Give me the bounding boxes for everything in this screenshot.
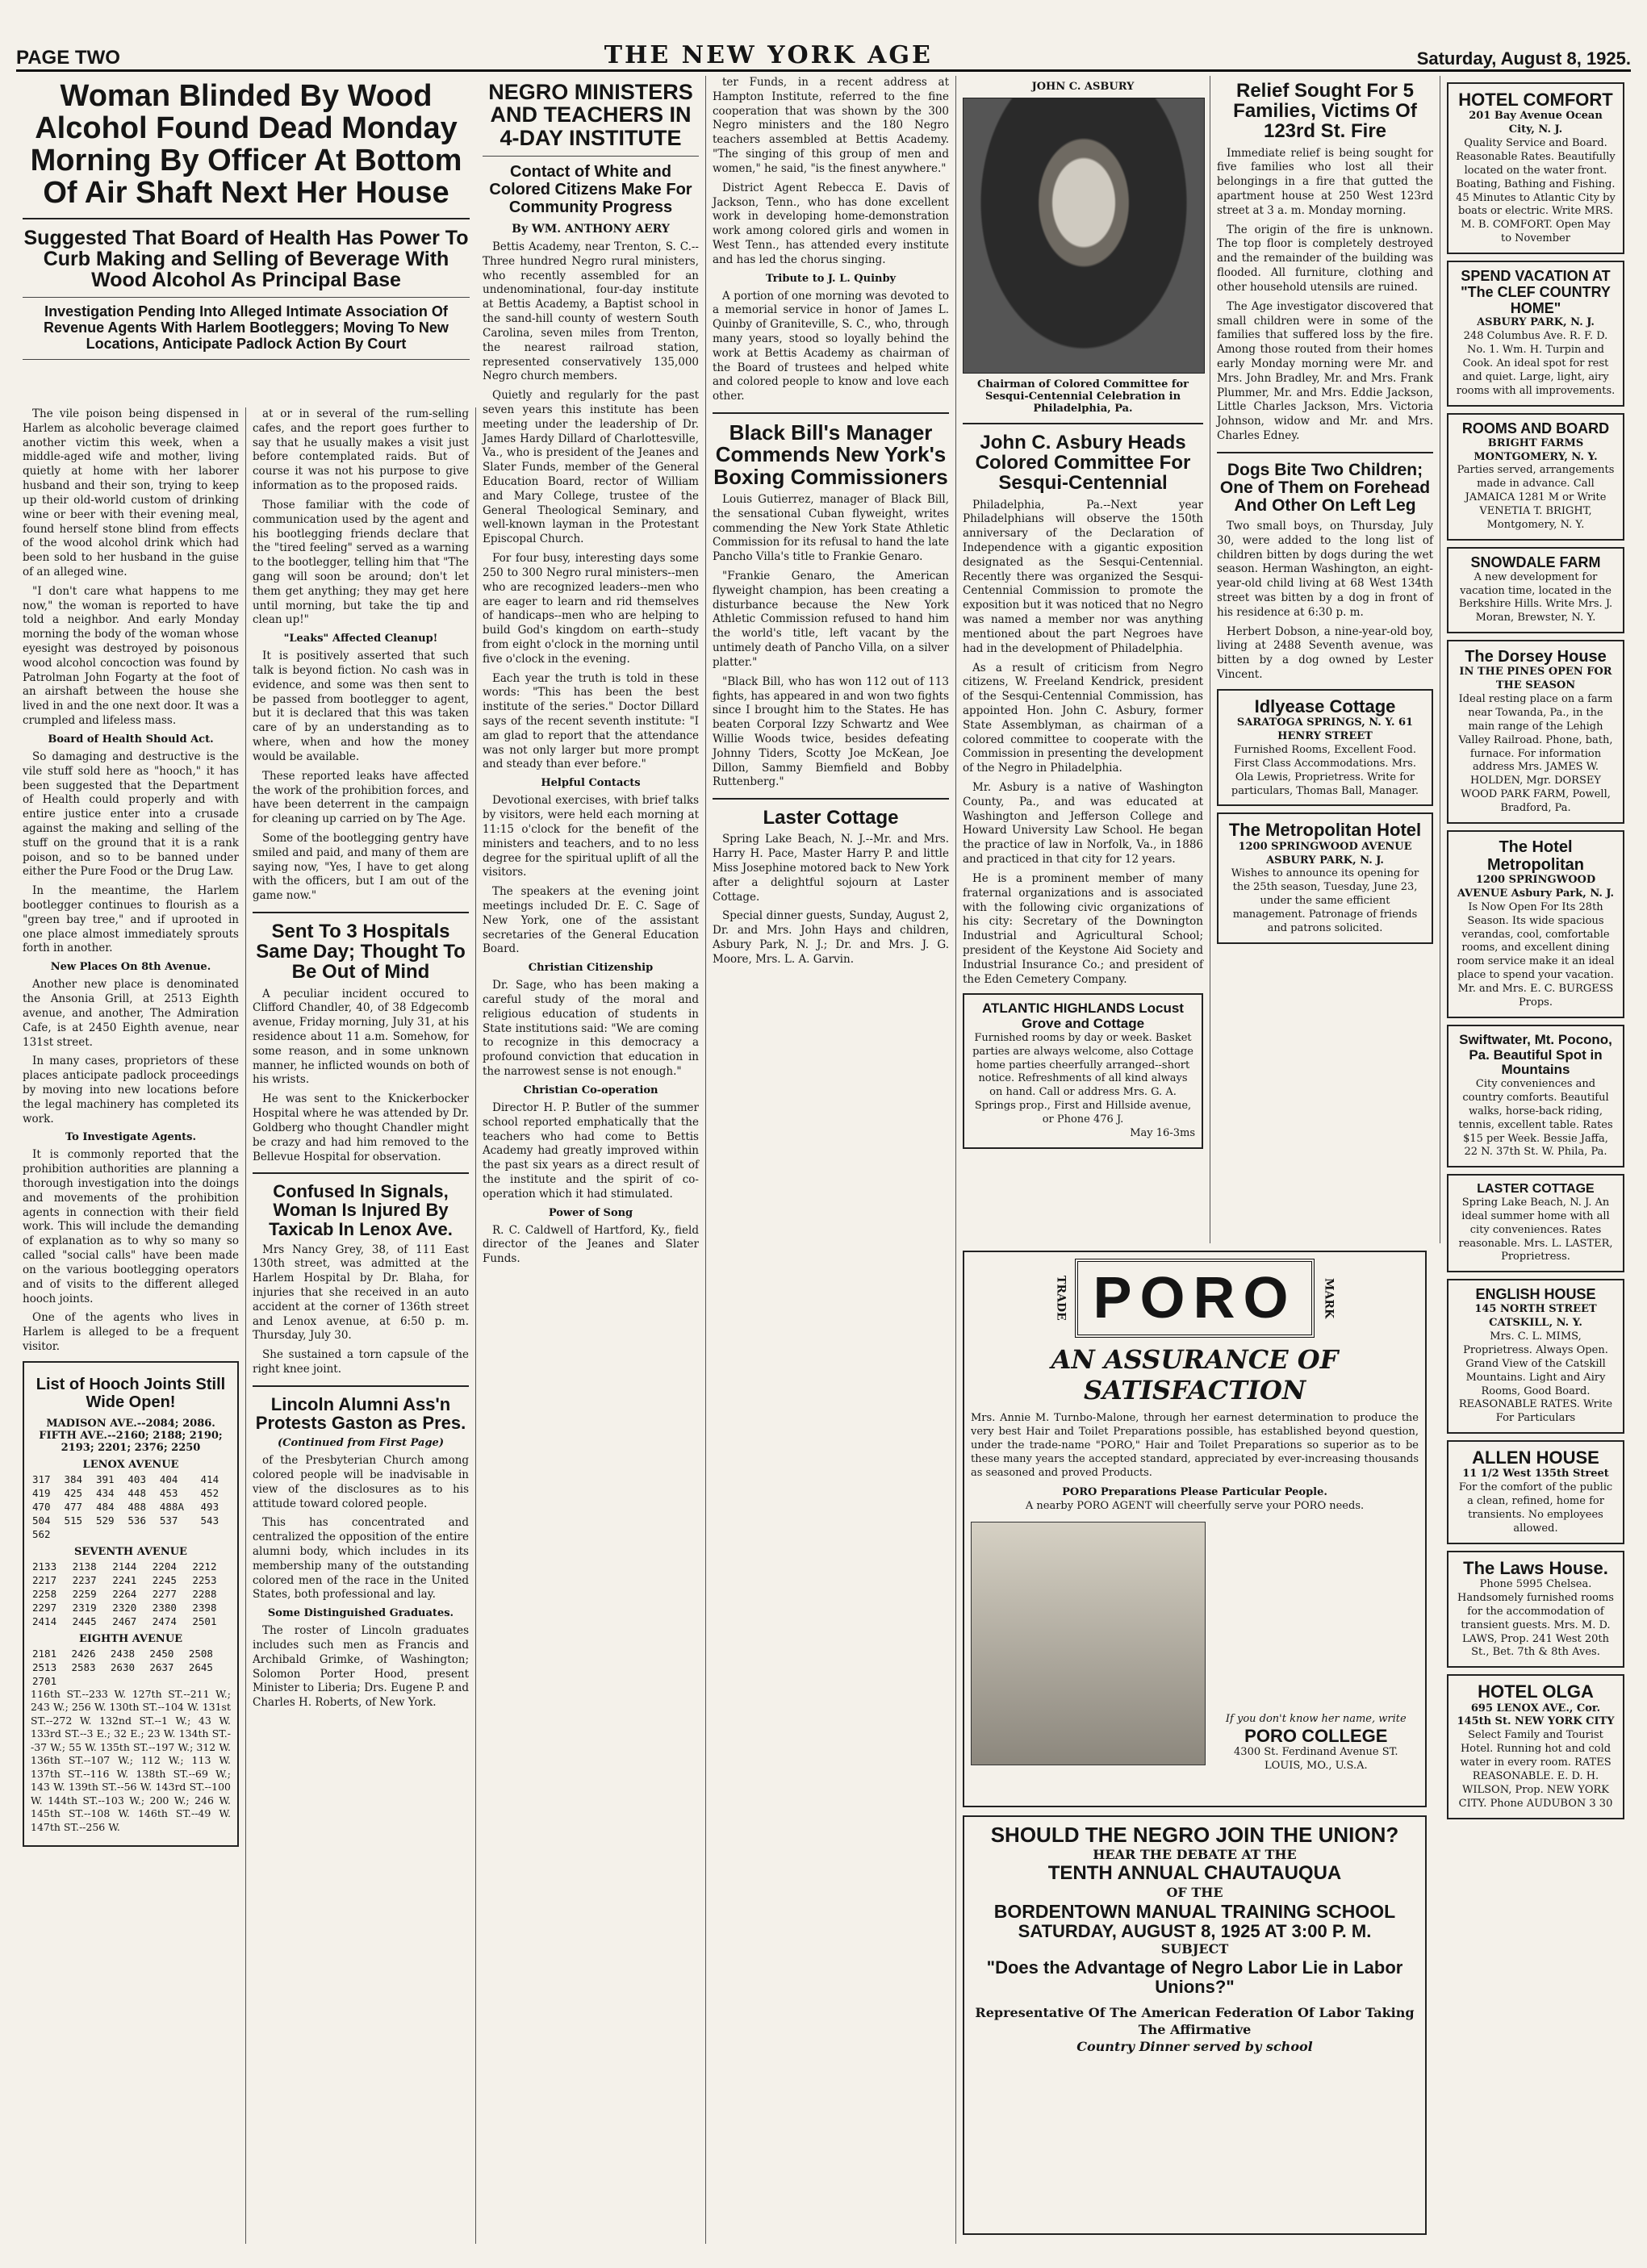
union-line: BORDENTOWN MANUAL TRAINING SCHOOL (993, 1900, 1396, 1922)
column-1 (16, 407, 246, 2244)
hooch-list-box (23, 1361, 239, 1848)
hooch-address: 391 (95, 1472, 115, 1485)
article-paragraph: Mrs Nancy Grey, 38, of 111 East 130th street, was admitted at the Harlem Hospital by Dr. Blaha, for injuries that she received in an auto accident at the corner of 136th street and Lenox avenue, at 6:50 p. m. Thursday, July 30. (253, 1243, 469, 1343)
hooch-address (158, 1527, 199, 1541)
divider (253, 912, 469, 913)
laws-house-ad (1447, 1551, 1624, 1669)
poro-college-block (1214, 1713, 1419, 1773)
ministers-headline: NEGRO MINISTERS AND TEACHERS IN 4-DAY INSTITUTE (488, 80, 693, 150)
hooch-address (187, 1674, 226, 1688)
union-line: OF THE (1166, 1884, 1223, 1900)
lincoln-headline: Lincoln Alumni Ass'n Protests Gaston as Pres. (255, 1393, 466, 1433)
divider (483, 156, 699, 157)
hooch-address: 2319 (72, 1601, 97, 1614)
lead-headline: Woman Blinded By Wood Alcohol Found Dead Monday Morning By Officer At Bottom Of Air Shaft Next Her House (30, 79, 462, 210)
article-paragraph: It is positively asserted that such talk is beyond fiction. No cash was in evidence, and some was then sent to be passed from bootlegger to agent, but it is declared that this was taken care of by an understanding as to where, when and how the money would be available. (253, 649, 469, 763)
hooch-address: 2237 (72, 1573, 97, 1586)
ad-title: HOTEL COMFORT (1458, 90, 1613, 110)
ad-body: A new development for vacation time, located in the Berkshire Hills. Write Mrs. J. Moran, Brewster, N. Y. (1458, 570, 1613, 624)
hooch-address: 2217 (32, 1573, 57, 1586)
lead-deck: Suggested That Board of Health Has Power To Curb Making and Selling of Beverage With Wood Alcohol As Principal Base (23, 226, 469, 292)
article-paragraph: at or in several of the rum-selling cafes, and the report goes further to say that he usually makes a visit just before contemplated raids. But of course it was not his purpose to give information as to the proposed raids. (253, 407, 469, 493)
hooch-address: 515 (64, 1514, 83, 1527)
hooch-address: 2241 (112, 1573, 137, 1586)
article-paragraph: "Frankie Genaro, the American flyweight champion, has been creating a disturbance because the New York Athletic Commission refused to hand him the world's title, left vacant by the untimely death of Pancho Villa, on a silver platter." (713, 570, 949, 669)
poro-body: Mrs. Annie M. Turnbo-Malone, through her earnest determination to produce the very best Hair and Toilet Preparations possible, has established beyond question, under the trade-name "PORO," Hair and Toilet Preparations so superior as to be these many years the accepted standard, appreciated by ever-increasing thousands as seasoned and proved Products. (971, 1412, 1419, 1479)
ad-body: Select Family and Tourist Hotel. Running hot and cold water in every room. RATES REASONABLE. E. D. H. WILSON, Prop. NEW YORK CITY. Phone AUDUBON 3 30 (1458, 1729, 1613, 1810)
hooch-list-intro: MADISON AVE.--2084; 2086. FIFTH AVE.--2160; 2188; 2190; 2193; 2201; 2376; 2250 (39, 1417, 223, 1454)
article-paragraph: The vile poison being dispensed in Harlem as alcoholic beverage claimed another victim this week, when a middle-aged wife and mother, living quietly at home with her laborer husband and their son, trying to keep up their old-world custom of drinking wine or beer with their evening meal, found herself stone blind from effects of the wood alcohol drink which had been sold to her husband in the guise of an alleged wine. (23, 407, 239, 578)
hooch-address: 2212 (192, 1560, 217, 1573)
poro-write: If you don't know her name, write (1225, 1713, 1407, 1726)
ad-sub: SARATOGA SPRINGS, N. Y. 61 HENRY STREET (1236, 716, 1414, 742)
ad-title: The Dorsey House (1465, 648, 1607, 666)
ad-body: Spring Lake Beach, N. J. An ideal summer home with all city conveniences. Rates reasonable. Mrs. L. LASTER, Proprietress. (1458, 1196, 1613, 1263)
divider (23, 359, 470, 360)
hooch-address: 2138 (72, 1560, 97, 1573)
poro-logo: PORO (1075, 1259, 1314, 1338)
ad-title: HOTEL OLGA (1478, 1681, 1594, 1702)
union-line: HEAR THE DEBATE AT THE (1093, 1846, 1297, 1862)
hooch-address: 529 (95, 1514, 115, 1527)
article-paragraph: Some of the bootlegging gentry have smiled and paid, and many of them are saying now, "Yes, I have to get along with the officers, but I am out of the game now." (253, 831, 469, 903)
union-line: Country Dinner served by school (1076, 2038, 1313, 2054)
divider (23, 218, 470, 219)
taxicab-headline: Confused In Signals, Woman Is Injured By Taxicab In Lenox Ave. (269, 1181, 453, 1239)
poro-particular: PORO Preparations Please Particular People. (1062, 1486, 1327, 1499)
hooch-row (31, 1647, 231, 1660)
hooch-address (148, 1674, 186, 1688)
article-paragraph: He is a prominent member of many fraternal organizations and is associated with the following civic organizations of his city: Secretary of the Downington Industrial and Agricultural School; president of the Keystone Aid Society and Industrial Insurance Co.; and president of the Eden Cemetery Company. (963, 871, 1203, 986)
hooch-row (31, 1573, 231, 1587)
ad-title: The Hotel Metropolitan (1487, 838, 1584, 875)
hooch-street-title: LENOX AVENUE (82, 1458, 179, 1471)
hotel-olga-ad (1447, 1674, 1624, 1819)
article-paragraph: Philadelphia, Pa.--Next year Philadelphians will observe the 150th anniversary of the Declaration of Independence with a gigantic exposition designated as the Sesqui-Centennial. Recently there was organized the Sesqui-Centennial Commission to promote the exposition but it was noticed that no Negro was named a member nor was anything mentioned about the part Negroes have had in the development of Philadelphia. (963, 498, 1203, 655)
article-paragraph: A portion of one morning was devoted to a memorial service in honor of James L. Quinby of Graniteville, S. C., who, through many years, stood so loyally behind the work at Bettis Academy as chairman of the Board of trustees and helped white and colored people to know and love each other. (713, 289, 949, 403)
hooch-row (31, 1514, 231, 1527)
hooch-row (31, 1527, 231, 1541)
divider (23, 297, 470, 298)
article-paragraph: Director H. P. Butler of the summer school reported emphatically that the teachers who had come to Bettis Academy had greatly improved within the past six years as a direct result of the institute and the spirit of co-operation which it had stimulated. (483, 1101, 699, 1201)
masthead (16, 31, 1631, 72)
article-paragraph: One of the agents who lives in Harlem is alleged to be a frequent visitor. (23, 1311, 239, 1353)
hooch-address: 2445 (72, 1614, 97, 1627)
article-paragraph: As a result of criticism from Negro citizens, W. Freeland Kendrick, president of the Sesqui-Centennial Commission, has appointed Hon. John C. Asbury, former State Assemblyman, as chairman of a colored committee to cooperate with the Commission in presenting the development of the Negro in Philadelphia. (963, 661, 1203, 775)
ad-body: Ideal resting place on a farm near Towanda, Pa., in the main range of the Lehigh Valley Railroad. Phone, bath, furnace. For information address Mrs. JAMES W. HOLDEN, Mgr. DORSEY WOOD PARK FARM, Powell, Bradford, Pa. (1458, 693, 1613, 815)
asbury-headline: John C. Asbury Heads Colored Committee For Sesqui-Centennial (975, 432, 1191, 495)
hooch-address: 2513 (32, 1660, 57, 1673)
ad-body: Parties served, arrangements made in advance. Call JAMAICA 1281 M or Write VENETIA T. BRIGHT, Montgomery, N. Y. (1457, 464, 1615, 531)
article-paragraph: Immediate relief is being sought for five families who lost all their belongings in a fire that gutted the apartment house at 250 West 123rd street at 3 a. m. Monday morning. (1217, 146, 1433, 217)
article-paragraph: She sustained a torn capsule of the right knee joint. (253, 1348, 469, 1376)
article-subhead: Christian Citizenship (528, 962, 654, 975)
ad-body: For the comfort of the public a clean, refined, home for transients. No employees allowed. (1458, 1481, 1613, 1535)
article-subhead: Power of Song (548, 1206, 633, 1219)
hospital-headline: Sent To 3 Hospitals Same Day; Thought To Be Out of Mind (256, 921, 466, 984)
hooch-address: 2204 (152, 1560, 177, 1573)
hooch-address: 493 (200, 1500, 219, 1513)
hooch-address: 2398 (192, 1601, 217, 1614)
ad-body: City conveniences and country comforts. Beautiful walks, horse-back riding, tennis, excellent table. Rates $15 per Week. Bessie Jaffa, 22 N. 37th St. W. Phila, Pa. (1458, 1077, 1613, 1159)
ad-title: The Laws House. (1463, 1557, 1608, 1578)
article-paragraph: Quietly and regularly for the past seven years this institute has been meeting under the leadership of Dr. James Hardy Dillard of Charlottesville, Va., who is president of the Jeanes and Slater Funds, member of the General Education Board, rector of William and Mary College, trustee of the General Theological Seminary, and well-known layman in the Protestant Episcopal Church. (483, 389, 699, 546)
hooch-address: 404 (159, 1472, 178, 1485)
rooms-board-ad (1447, 413, 1624, 541)
hooch-address: 434 (95, 1486, 115, 1499)
byline: By WM. ANTHONY AERY (512, 223, 670, 236)
hooch-address: 2277 (152, 1587, 177, 1600)
column-6 (1210, 76, 1440, 1243)
hooch-street-title: EIGHTH AVENUE (78, 1632, 183, 1645)
ad-title: ALLEN HOUSE (1472, 1447, 1599, 1468)
hooch-row (31, 1601, 231, 1614)
hooch-address: 2645 (188, 1660, 213, 1673)
ad-date: May 16-3ms (1130, 1126, 1195, 1139)
hooch-address: 2297 (32, 1601, 57, 1614)
ad-body: Furnished Rooms, Excellent Food. First Class Accommodations. Mrs. Ola Lewis, Proprietress. Write for particulars, Thomas Ball, Manager. (1231, 743, 1419, 797)
english-house-ad (1447, 1279, 1624, 1434)
poro-ad (963, 1251, 1427, 1807)
article-paragraph: Spring Lake Beach, N. J.--Mr. and Mrs. Harry H. Pace, Master Harry P. and little Miss Josephine motored back to New York after a delightful sojourn at Laster Cottage. (713, 833, 949, 904)
ad-title: LASTER COTTAGE (1477, 1182, 1595, 1197)
union-line: Representative Of The American Federation Of Labor Taking The Affirmative (975, 2005, 1415, 2038)
hooch-address (226, 1674, 231, 1688)
article-paragraph: He was sent to the Knickerbocker Hospital where he was attended by Dr. Goldberg who thought Chandler might be crazy and had him removed to the Bellevue Hospital for observation. (253, 1092, 469, 1163)
ad-title: SNOWDALE FARM (1470, 553, 1601, 570)
hooch-address (109, 1674, 148, 1688)
ad-sub: 695 LENOX AVE., Cor. 145th St. NEW YORK CITY (1457, 1702, 1615, 1728)
poro-agent: A nearby PORO AGENT will cheerfully serve your PORO needs. (1025, 1500, 1365, 1513)
hooch-address: 2144 (112, 1560, 137, 1573)
ad-body: 248 Columbus Ave. R. F. D. No. 1. Wm. H. Turpin and Cook. An ideal spot for rest and quiet. Large, light, airy rooms with all improvements. (1456, 330, 1616, 397)
hooch-address: 2133 (32, 1560, 57, 1573)
hooch-address: 2426 (71, 1647, 96, 1660)
union-line: TENTH ANNUAL CHAUTAUQUA (1047, 1862, 1342, 1885)
ad-body: Quality Service and Board. Reasonable Rates. Beautifully located on the water front. Boating, Bathing and Fishing. 45 Minutes to Atlantic City by boats or electric. Write MRS. M. B. COMFORT. Open May to November (1456, 136, 1616, 245)
ad-title: Swiftwater, Mt. Pocono, Pa. Beautiful Spot in Mountains (1459, 1031, 1612, 1078)
divider (713, 412, 949, 414)
trade-mark-right: MARK (1322, 1277, 1336, 1319)
hooch-row (31, 1587, 231, 1601)
clef-country-home-ad (1447, 261, 1624, 407)
ad-body: Is Now Open For Its 28th Season. Its wide spacious verandas, cool, comfortable rooms, and excellent dining room service make it an ideal place to spend your vacation. Mr. and Mrs. E. C. BURGESS Props. (1457, 900, 1615, 1009)
hooch-address: 536 (127, 1514, 146, 1527)
ad-body: Furnished rooms by day or week. Basket parties are always welcome, also Cottage home parties cheerfully arranged--short notice. Refreshments of all kind always on hand. Call or address Mrs. G. A. Springs prop., First and Hillside avenue, or Phone 476 J. (972, 1031, 1193, 1126)
hotel-comfort-ad (1447, 82, 1624, 254)
article-paragraph: The origin of the fire is unknown. The top floor is completely destroyed and the remainder of the building was flooded. All furniture, clothing and other household utensils are ruined. (1217, 223, 1433, 294)
hooch-table-seventh (31, 1560, 231, 1628)
ad-title: ENGLISH HOUSE (1475, 1286, 1596, 1303)
ad-sub: IN THE PINES OPEN FOR THE SEASON (1459, 666, 1612, 692)
photo-caption: Chairman of Colored Committee for Sesqui-Centennial Celebration in Philadelphia, Pa. (977, 378, 1189, 415)
hooch-address: 425 (64, 1486, 83, 1499)
article-paragraph: Louis Gutierrez, manager of Black Bill, the sensational Cuban flyweight, writes commending the New York State Athletic Commission for its refusal to hand the late Pancho Villa's title to Frankie Genaro. (713, 492, 949, 564)
article-paragraph: of the Presbyterian Church among colored people will be inadvisable in view of the disclosures as to his attitude toward colored people. (253, 1454, 469, 1510)
hooch-address: 2501 (192, 1614, 217, 1627)
ad-title: Idlyease Cottage (1254, 695, 1396, 716)
hooch-address: 470 (32, 1500, 51, 1513)
hooch-address: 484 (95, 1500, 115, 1513)
article-paragraph: Those familiar with the code of communication used by the agent and his bootlegging friends declare that the "tired feeling" served as a warning to the bootlegger, telling him that "The gang will soon be around; don't let them get anything; they may get here until morning, but take the tip and clean up!" (253, 498, 469, 627)
hooch-address: 452 (200, 1486, 219, 1499)
article-subhead: To Investigate Agents. (65, 1131, 197, 1144)
hooch-address: 2474 (152, 1614, 177, 1627)
article-paragraph: Bettis Academy, near Trenton, S. C.--Three hundred Negro rural ministers, who recently assembled for an undenominational, four-day institute at Bettis Academy, a Baptist school in the sand-hill county of western South Carolina, seven miles from Trenton, the nearest railroad station, represented conservatively 135,000 Negro church members. (483, 240, 699, 383)
union-headline: SHOULD THE NEGRO JOIN THE UNION? (990, 1823, 1399, 1847)
hooch-address: 2288 (192, 1587, 217, 1600)
ad-sub: 145 NORTH STREET CATSKILL, N. Y. (1474, 1303, 1597, 1330)
article-paragraph: "Black Bill, who has won 112 out of 113 fights, has appeared in and won two fights since I brought him to the States. He has beaten Corporal Izzy Schwartz and Wee Willie Woods twice, besides defeating Johnny Tiders, Scotty Joe McKean, Joe Dillon, Sammy Biemfield and Bobby Ruttenberg." (713, 675, 949, 789)
hooch-list-title: List of Hooch Joints Still Wide Open! (36, 1375, 226, 1411)
hooch-address: 419 (32, 1486, 51, 1499)
hooch-streets: 116th ST.--233 W. 127th ST.--211 W.; 243 W.; 256 W. 130th ST.--104 W. 131st ST.--272 W. 132nd ST.--1 W.; 43 W. 133rd ST.--3 E.; 32 E.; 23 W. 134th ST.--37 W.; 55 W. 135th ST.--197 W.; 312 W. 136th ST.--107 W.; 112 W.; 113 W. 137th ST.--116 W. 138th ST.--69 W.; 143 W. 139th ST.--56 W. 143rd ST.--100 W. 144th ST.--103 W.; 200 W.; 246 W. 145th ST.--108 W. 146th ST.--49 W. 147th ST.--256 W. (31, 1687, 231, 1833)
hooch-row (31, 1472, 231, 1486)
hooch-address: 2259 (72, 1587, 97, 1600)
ad-body: Mrs. C. L. MIMS, Proprietress. Always Open. Grand View of the Catskill Mountains. Light and Airy Rooms, Good Board. REASONABLE RATES. Write For Particulars (1458, 1330, 1613, 1425)
article-subhead: Board of Health Should Act. (48, 733, 214, 746)
divider (253, 1172, 469, 1174)
hooch-address: 2414 (32, 1614, 57, 1627)
photo-label: JOHN C. ASBURY (1031, 81, 1135, 93)
article-subhead: Christian Co-operation (523, 1084, 658, 1096)
ad-title: ATLANTIC HIGHLANDS Locust Grove and Cottage (982, 1000, 1184, 1032)
article-paragraph: Another new place is denominated the Ansonia Grill, at 2513 Eighth avenue, and another, The Admiration Cafe, is at 2450 Eighth avenue, near 131st street. (23, 978, 239, 1049)
article-paragraph: Special dinner guests, Sunday, August 2, Dr. and Mrs. John Hays and children, Asbury Park, N. J.; Dr. and Mrs. J. G. Moore, Mrs. L. A. Garvin. (713, 909, 949, 966)
hooch-street-title: SEVENTH AVENUE (74, 1545, 187, 1558)
newspaper-name: THE NEW YORK AGE (604, 41, 933, 69)
hooch-address: 2264 (112, 1587, 137, 1600)
laster-cottage-ad (1447, 1174, 1624, 1272)
article-paragraph: Dr. Sage, who has been making a careful study of the moral and religious education of students in State institutions said: "We are coming to recognize in this democracy a profound conviction that education in the narrowest sense is not enough." (483, 979, 699, 1079)
hooch-address: 2380 (152, 1601, 177, 1614)
continued-note: (Continued from First Page) (278, 1437, 444, 1450)
ad-sub: 1200 SPRINGWOOD AVENUE ASBURY PARK, N. J. (1238, 840, 1412, 867)
ad-sub: 1200 SPRINGWOOD AVENUE Asbury Park, N. J. (1457, 874, 1615, 900)
article-subhead: Helpful Contacts (541, 777, 641, 790)
article-subhead: New Places On 8th Avenue. (50, 961, 211, 974)
union-line: SATURDAY, AUGUST 8, 1925 AT 3:00 P. M. (1018, 1920, 1372, 1941)
hooch-address: 317 (32, 1472, 51, 1485)
ad-sub: BRIGHT FARMS MONTGOMERY, N. Y. (1474, 436, 1598, 463)
portrait-photo (963, 98, 1205, 374)
trade-mark-left: TRADE (1054, 1276, 1068, 1321)
lead-subdeck: Investigation Pending Into Alleged Intimate Association Of Revenue Agents With Harlem Bootleggers; Moving To New Locations, Anticipate Padlock Action By Court (44, 303, 449, 352)
hooch-address (62, 1527, 94, 1541)
poro-address: 4300 St. Ferdinand Avenue ST. LOUIS, MO., U.S.A. (1234, 1746, 1398, 1773)
article-paragraph: For four busy, interesting days some 250 to 300 Negro rural ministers--men who are recognized leaders--men who are eager to learn and rid themselves of handicaps--men who are helping to build God's kingdom on earth--study from eight o'clock in the morning until five o'clock in the evening. (483, 552, 699, 666)
ad-body: Wishes to announce its opening for the 25th season, Tuesday, June 23, under the same efficient management. Patronage of friends and patrons solicited. (1231, 867, 1419, 934)
article-paragraph: These reported leaks have affected the work of the prohibition forces, and have been deterrent in the campaign for cleaning up carried on by The Age. (253, 769, 469, 826)
hooch-address: 2508 (188, 1647, 213, 1660)
hooch-address: 2253 (192, 1573, 217, 1586)
article-subhead: Tribute to J. L. Quinby (765, 272, 897, 285)
ad-body: Phone 5995 Chelsea. Handsomely furnished rooms for the accommodation of transient guests. Mrs. M. D. LAWS, Prop. 241 West 20th St., Bet. 7th & 8th Aves. (1457, 1578, 1614, 1659)
union-line: SUBJECT (1160, 1941, 1229, 1957)
issue-date: Saturday, August 8, 1925. (1416, 48, 1631, 69)
ad-sub: 11 1/2 West 135th Street (1462, 1468, 1609, 1481)
hooch-address: 2438 (110, 1647, 136, 1660)
hooch-address (69, 1674, 108, 1688)
ad-sub: ASBURY PARK, N. J. (1477, 316, 1595, 329)
hooch-address: 2258 (32, 1587, 57, 1600)
column-5 (956, 76, 1210, 1243)
article-paragraph: In the meantime, the Harlem bootlegger continues to flourish as a "green bay tree," and if uprooted in one place almost immediately sprouts forth in another. (23, 884, 239, 955)
article-paragraph: District Agent Rebecca E. Davis of Jackson, Tenn., who has done excellent work in developing home-demonstration work among colored girls and women in West Tenn., has attended every institute and has led the chorus singing. (713, 181, 949, 266)
article-paragraph: ter Funds, in a recent address at Hampton Institute, referred to the fine cooperation that was shown by the 300 Negro ministers and the 180 Negro teachers assembled at Bettis Academy. "The singing of this group of men and women," he said, "is the finest anywhere." (713, 76, 949, 175)
boxing-headline: Black Bill's Manager Commends New York's Boxing Commissioners (713, 420, 948, 489)
laster-headline: Laster Cottage (763, 807, 899, 829)
atlantic-highlands-ad (963, 993, 1203, 1149)
hooch-address (126, 1527, 157, 1541)
allen-house-ad (1447, 1440, 1624, 1544)
hooch-address: 2701 (32, 1674, 57, 1687)
hooch-row (31, 1614, 231, 1628)
article-paragraph: The speakers at the evening joint meetings included Dr. E. C. Sage of New York, one of the assistant secretaries of the General Education Board. (483, 885, 699, 956)
hooch-address: 2583 (71, 1660, 96, 1673)
hooch-address: 448 (127, 1486, 146, 1499)
article-subhead: Some Distinguished Graduates. (267, 1607, 454, 1620)
poro-logo-row (971, 1259, 1419, 1338)
poro-bottom (971, 1514, 1419, 1773)
hooch-row (31, 1660, 231, 1674)
ad-sub: 201 Bay Avenue Ocean City, N. J. (1469, 110, 1603, 136)
hooch-address: 2181 (32, 1647, 57, 1660)
hooch-address: 384 (64, 1472, 83, 1485)
hooch-address: 488 (127, 1500, 146, 1513)
ad-title: SPEND VACATION AT "The CLEF COUNTRY HOME" (1461, 268, 1611, 316)
metropolitan-ad (1217, 812, 1433, 943)
divider (253, 1385, 469, 1387)
column-3 (476, 76, 706, 2244)
hooch-address (94, 1527, 126, 1541)
hooch-address: 537 (159, 1514, 178, 1527)
poro-tagline: AN ASSURANCE OF SATISFACTION (1051, 1344, 1339, 1405)
lady-illustration (971, 1522, 1206, 1765)
article-paragraph: Two small boys, on Thursday, July 30, were added to the long list of children bitten by dogs during the wet season. Herman Washington, an eight-year-old child living at 68 West 134th street was bitten by a dog in front of his residence at 6:30 p. m. (1217, 519, 1433, 619)
hooch-row (31, 1674, 231, 1688)
fire-headline: Relief Sought For 5 Families, Victims Of 123rd St. Fire (1233, 80, 1417, 143)
hooch-address: 453 (159, 1486, 178, 1499)
union-debate-ad (963, 1815, 1427, 2235)
hooch-address: 477 (64, 1500, 83, 1513)
article-paragraph: The roster of Lincoln graduates includes such men as Francis and Archibald Grimke, of Washington; Solomon Porter Hood, present Minister to Liberia; Drs. Eugene P. and Charles H. Roberts, of New York. (253, 1624, 469, 1710)
hooch-address: 2450 (149, 1647, 174, 1660)
hooch-address: 414 (200, 1472, 219, 1485)
hotel-metropolitan-ad (1447, 830, 1624, 1018)
hooch-address: 2467 (112, 1614, 137, 1627)
column-2 (246, 407, 476, 2244)
article-paragraph: A peculiar incident occured to Clifford Chandler, 40, of 38 Edgecomb avenue, Friday morning, July 31, at his residence about 11 a.m. Somehow, for some reason, and in some unknown manner, he inflicted wounds on both of his wrists. (253, 987, 469, 1087)
article-paragraph: "I don't care what happens to me now," the woman is reported to have told a neighbor. And early Monday morning the body of the woman whose eyesight was destroyed by poisonous wood alcohol concoction was found by Patrolman John Fogarty at the foot of an airshaft between the house she lived in and the one next door. It was a crumpled and lifeless mass. (23, 584, 239, 728)
dorsey-house-ad (1447, 640, 1624, 824)
article-paragraph: In many cases, proprietors of these places anticipate padlock proceedings by moving into new locations before the legal machinery has completed its work. (23, 1055, 239, 1126)
hooch-table-eighth (31, 1647, 231, 1688)
hooch-address: 2245 (152, 1573, 177, 1586)
union-subject: "Does the Advantage of Negro Labor Lie in Labor Unions?" (986, 1957, 1403, 1998)
column-4 (706, 76, 956, 2244)
snowdale-farm-ad (1447, 547, 1624, 633)
article-paragraph: Devotional exercises, with brief talks by visitors, were held each morning at 11:15 o'clock for the benefit of the ministers and teachers, and to no less degree for the spiritual uplift of all the visitors. (483, 794, 699, 879)
ad-title: ROOMS AND BOARD (1461, 420, 1610, 436)
hooch-row (31, 1500, 231, 1514)
hooch-row (31, 1560, 231, 1573)
hooch-address: 403 (127, 1472, 146, 1485)
divider (1217, 452, 1433, 453)
divider (963, 423, 1203, 424)
article-paragraph: So damaging and destructive is the vile stuff sold here as "hooch," it has been suggested that the Department of Health could properly and with entire justice enter into a crusade against the making and selling of the stuff on the ground that it is a rank poison, and so to be banned under either the Pure Food or the Drug Law. (23, 750, 239, 879)
article-paragraph: This has concentrated and centralized the opposition of the entire alumni body, which includes in its membership many of the outstanding colored men of the race in the United States, both professional and lay. (253, 1516, 469, 1602)
ad-title: The Metropolitan Hotel (1228, 820, 1422, 841)
hooch-address: 562 (32, 1527, 51, 1540)
hooch-address: 2630 (110, 1660, 136, 1673)
hooch-table-lenox (31, 1472, 231, 1541)
idlyease-ad (1217, 689, 1433, 807)
divider (713, 798, 949, 800)
article-paragraph: The Age investigator discovered that small children were in some of the families that suffered loss by the fire. Among those routed from their homes early Monday morning were Mr. and Mrs. John Bradley, Mr. and Mrs. Frank Plummer, Mr. and Mrs. Eddie Jackson, Little Charles Jackson, Mrs. Victoria Johnson, widow and Mr. and Mrs. Charles Edney. (1217, 299, 1433, 442)
poro-college: PORO COLLEGE (1244, 1726, 1388, 1747)
hooch-address: 2637 (149, 1660, 174, 1673)
swiftwater-ad (1447, 1025, 1624, 1167)
hooch-address: 488A (159, 1500, 184, 1513)
article-paragraph: It is commonly reported that the prohibition authorities are planning a thorough investigation into the doings and movements of the prohibition agents in connection with their field work. This will include the demanding of explanation as to why so many so called "social calls" have been made on the various bootlegging operators and of visits to the different alleged hooch joints. (23, 1148, 239, 1305)
page-number: PAGE TWO (16, 47, 120, 69)
article-subhead: "Leaks" Affected Cleanup! (283, 633, 438, 645)
article-paragraph: Mr. Asbury is a native of Washington County, Pa., and was educated at Washington and Jefferson College and Howard University Law School. He began the practice of law in Norfolk, Va., in 1886 and practiced in that city for 12 years. (963, 781, 1203, 867)
hooch-address (199, 1527, 231, 1541)
hooch-address: 2320 (112, 1601, 137, 1614)
hooch-address: 543 (200, 1514, 219, 1527)
hooch-address: 504 (32, 1514, 51, 1527)
article-paragraph: R. C. Caldwell of Hartford, Ky., field director of the Jeanes and Slater Funds. (483, 1223, 699, 1266)
ministers-deck: Contact of White and Colored Citizens Make For Community Progress (489, 163, 692, 217)
article-paragraph: Each year the truth is told in these words: "This has been the best institute of the series." Doctor Dillard says of the recent seventh institute: "I am glad to report that the attendance was not only larger but more prompt and steady than ever before." (483, 671, 699, 771)
dogs-headline: Dogs Bite Two Children; One of Them on Forehead And Other On Left Leg (1219, 460, 1431, 515)
article-paragraph: Herbert Dobson, a nine-year-old boy, living at 2488 Seventh avenue, was bitten by a dog owned by Lester Vincent. (1217, 624, 1433, 682)
hooch-row (31, 1486, 231, 1500)
column-7-ads (1440, 76, 1631, 2244)
